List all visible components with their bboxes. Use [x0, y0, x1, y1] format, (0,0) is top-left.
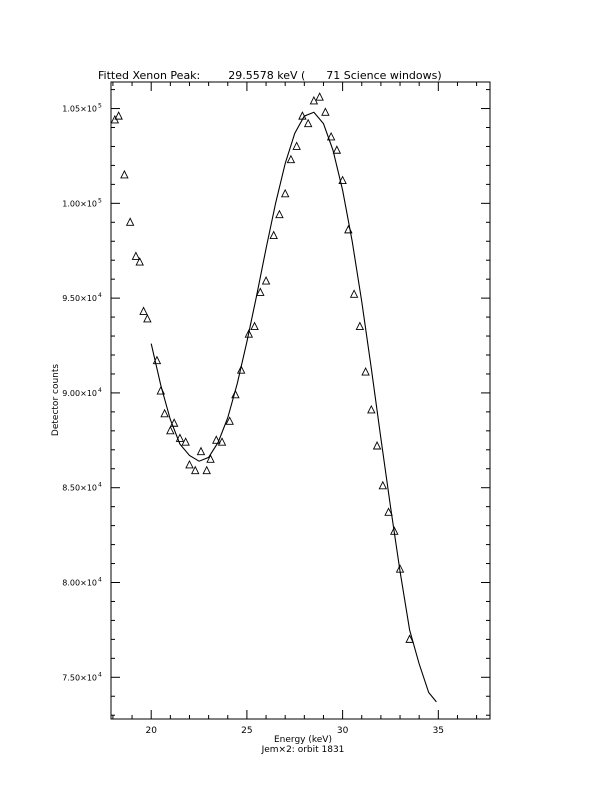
data-point: [379, 482, 386, 489]
data-point: [197, 448, 204, 455]
data-point: [251, 323, 258, 330]
data-point: [282, 190, 289, 197]
y-tick-exponent: 5: [98, 102, 102, 110]
data-point: [322, 108, 329, 115]
data-point: [362, 368, 369, 375]
y-tick-exponent: 4: [98, 292, 102, 300]
x-tick-label: 25: [241, 726, 253, 736]
axis-ticks: [111, 82, 490, 719]
y-tick-label: 9.00×10: [62, 388, 97, 398]
y-tick-exponent: 4: [98, 576, 102, 584]
y-tick-label: 1.05×10: [62, 104, 97, 114]
plot-frame: [111, 82, 490, 719]
data-point: [316, 93, 323, 100]
data-point: [127, 218, 134, 225]
data-point: [263, 277, 270, 284]
chart-title: Fitted Xenon Peak: 29.5578 keV ( 71 Science windows): [98, 69, 442, 82]
y-tick-label: 8.00×10: [62, 578, 97, 588]
data-point: [368, 406, 375, 413]
x-tick-label: 30: [336, 726, 349, 736]
y-tick-label: 7.50×10: [62, 673, 97, 683]
data-point: [333, 146, 340, 153]
data-point: [203, 467, 210, 474]
fit-curve-group: [151, 112, 436, 702]
y-tick-labels: [62, 103, 102, 683]
data-point: [132, 252, 139, 259]
data-point: [167, 427, 174, 434]
fit-curve: [151, 112, 436, 702]
x-axis-label: Energy (keV): [274, 735, 332, 745]
data-point: [287, 156, 294, 163]
data-point: [374, 442, 381, 449]
data-point: [186, 461, 193, 468]
data-point: [140, 307, 147, 314]
y-tick-label: 9.50×10: [62, 294, 97, 304]
data-point: [161, 410, 168, 417]
y-axis-label: Detector counts: [51, 363, 61, 437]
y-tick-label: 8.50×10: [62, 483, 97, 493]
y-tick-exponent: 4: [98, 671, 102, 679]
x-tick-label: 20: [145, 726, 157, 736]
data-point: [356, 323, 363, 330]
data-point: [270, 232, 277, 239]
data-point: [293, 142, 300, 149]
data-point: [276, 211, 283, 218]
data-point: [207, 455, 214, 462]
x-tick-label: 35: [432, 726, 445, 736]
y-tick-exponent: 4: [98, 386, 102, 394]
data-point: [305, 120, 312, 127]
y-tick-exponent: 4: [98, 481, 102, 489]
data-point: [351, 290, 358, 297]
data-point: [121, 171, 128, 178]
y-tick-label: 1.00×10: [62, 199, 97, 209]
y-tick-exponent: 5: [98, 197, 102, 205]
chart-subtitle: Jem×2: orbit 1831: [261, 745, 345, 755]
data-point: [144, 315, 151, 322]
